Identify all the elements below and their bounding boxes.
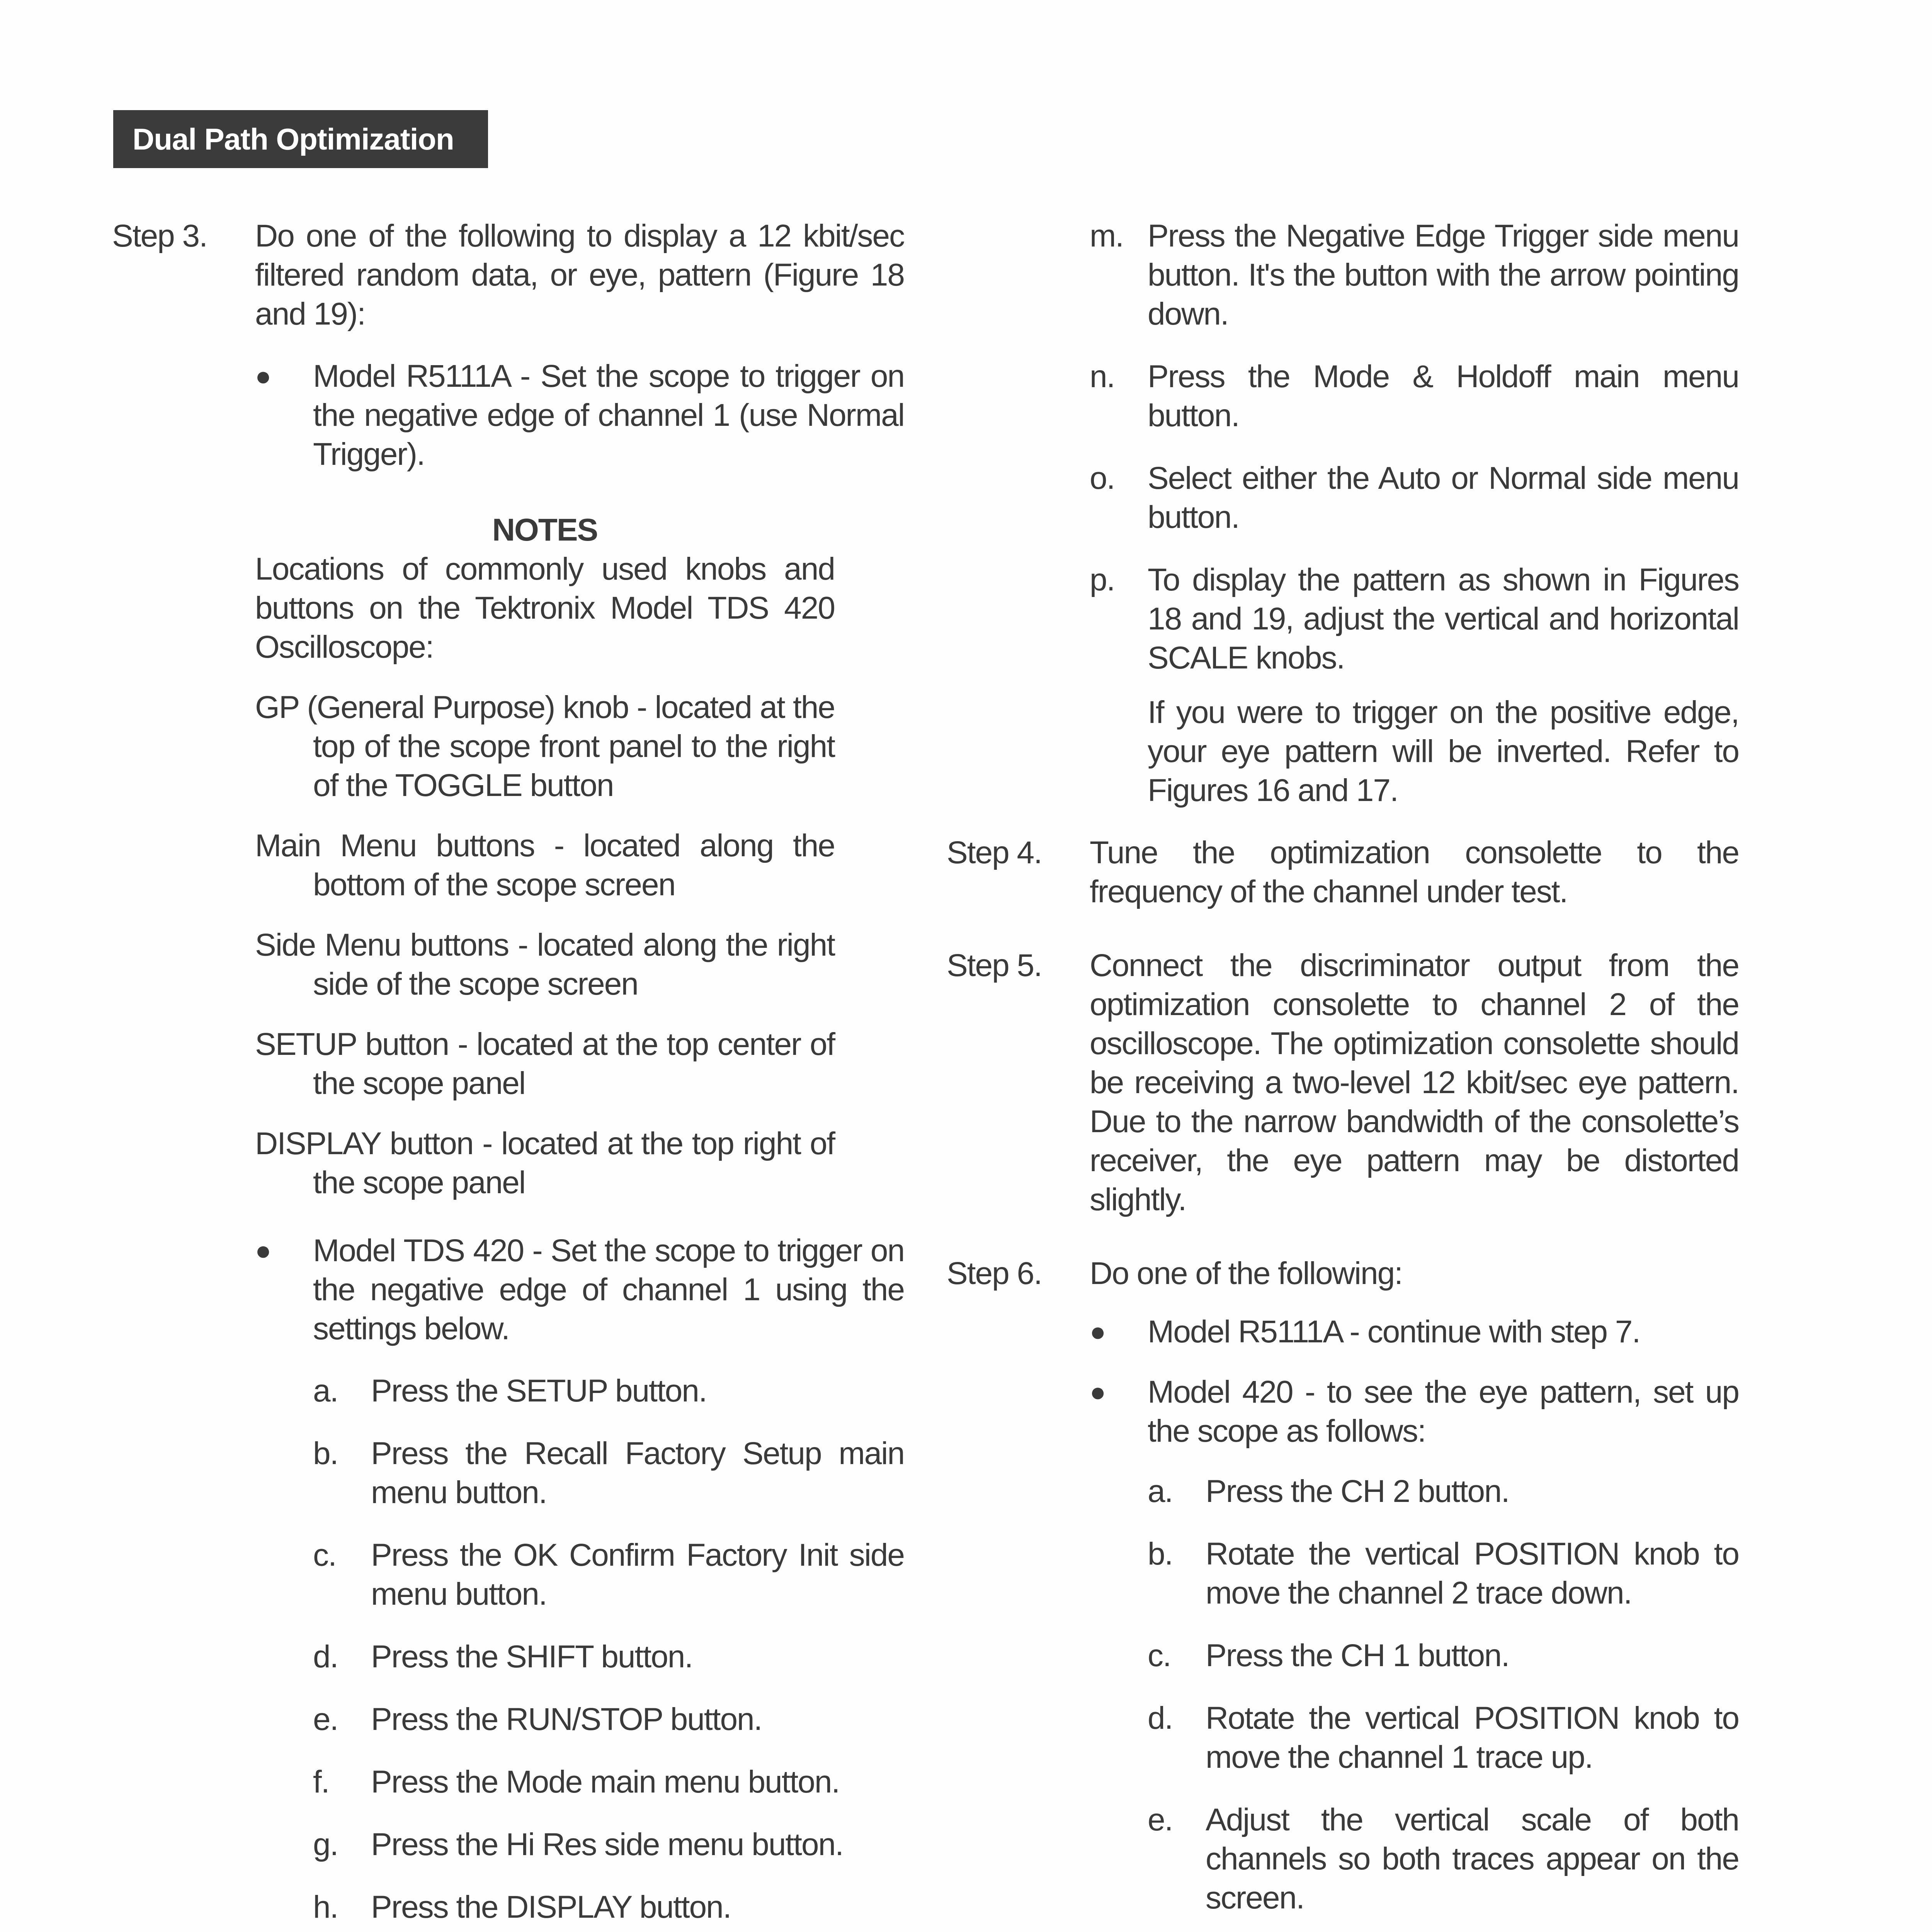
note-item: Main Menu buttons - located along the bottom of the scope screen bbox=[255, 828, 835, 902]
step-4 bbox=[947, 833, 1739, 911]
step-6 bbox=[947, 1254, 1739, 1917]
substep-letter: b. bbox=[1148, 1536, 1173, 1571]
substep-text: Press the CH 1 button. bbox=[1206, 1638, 1509, 1673]
section-header bbox=[113, 110, 488, 168]
substep-letter: d. bbox=[1148, 1701, 1173, 1736]
note-item: GP (General Purpose) knob - located at the top of the scope front panel to the right of the TOGGLE button bbox=[255, 690, 835, 803]
substep-item bbox=[1090, 560, 1739, 677]
substep-item bbox=[1148, 1800, 1739, 1917]
substep-letter: c. bbox=[1148, 1638, 1171, 1673]
substep-text: Press the Negative Edge Trigger side menu button. It's the button with the arrow pointing down. bbox=[1148, 218, 1739, 332]
substep-letter: e. bbox=[313, 1702, 338, 1737]
substep-letter: c. bbox=[313, 1537, 336, 1573]
bullet-item bbox=[255, 357, 904, 474]
substep-text: Press the OK Confirm Factory Init side menu button. bbox=[371, 1537, 904, 1612]
substep-letter: g. bbox=[313, 1827, 338, 1862]
substep-letter: a. bbox=[1148, 1474, 1173, 1509]
substep-letter: n. bbox=[1090, 359, 1115, 394]
substep-text: To display the pattern as shown in Figures 18 and 19, adjust the vertical and horizontal SCALE knobs. bbox=[1148, 562, 1739, 675]
substep-item bbox=[313, 1825, 904, 1864]
bullet-text: Model R5111A - continue with step 7. bbox=[1148, 1314, 1640, 1349]
substep-text: Select either the Auto or Normal side menu button. bbox=[1148, 461, 1739, 535]
bullet-icon: ● bbox=[255, 361, 271, 391]
substep-list bbox=[255, 1371, 904, 1932]
substep-item bbox=[1090, 216, 1739, 333]
substep-item bbox=[1148, 1534, 1739, 1612]
notes-title: NOTES bbox=[492, 512, 598, 548]
substep-text: Press the Recall Factory Setup main menu button. bbox=[371, 1436, 904, 1510]
step-label: Step 4. bbox=[947, 835, 1042, 870]
notes-block bbox=[255, 510, 904, 1202]
substep-text: Press the Hi Res side menu button. bbox=[371, 1827, 843, 1862]
bullet-icon: ● bbox=[255, 1235, 271, 1265]
substep-item bbox=[1148, 1472, 1739, 1511]
substep-item bbox=[1090, 459, 1739, 537]
step-text: Tune the optimization consolette to the frequency of the channel under test. bbox=[1090, 835, 1739, 909]
substep-letter: e. bbox=[1148, 1802, 1173, 1837]
substep-letter: o. bbox=[1090, 461, 1115, 496]
substep-text: Press the Mode main menu button. bbox=[371, 1764, 840, 1799]
bullet-text: Model TDS 420 - Set the scope to trigger on the negative edge of channel 1 using the settings below. bbox=[313, 1233, 904, 1346]
bullet-icon: ● bbox=[1090, 1377, 1105, 1407]
substep-text: Press the Mode & Holdoff main menu button. bbox=[1148, 359, 1739, 433]
substep-letter: m. bbox=[1090, 218, 1124, 253]
substep-text: Rotate the vertical POSITION knob to move the channel 2 trace down. bbox=[1206, 1536, 1739, 1611]
bullet-text: Model R5111A - Set the scope to trigger on the negative edge of channel 1 (use Normal Trigger). bbox=[313, 359, 904, 472]
right-column bbox=[947, 216, 1739, 1932]
substep-item bbox=[313, 1434, 904, 1512]
substep-letter: d. bbox=[313, 1639, 338, 1674]
substep-item bbox=[313, 1637, 904, 1676]
step-label: Step 5. bbox=[947, 948, 1042, 983]
step-label: Step 6. bbox=[947, 1256, 1042, 1291]
substep-letter: b. bbox=[313, 1436, 338, 1471]
substep-item bbox=[1090, 357, 1739, 435]
step-label: Step 3. bbox=[112, 218, 207, 253]
note-item: SETUP button - located at the top center of the scope panel bbox=[255, 1027, 835, 1101]
substep-text: Press the SETUP button. bbox=[371, 1373, 707, 1408]
bullet-item bbox=[1090, 1372, 1739, 1451]
substep-text: Press the RUN/STOP button. bbox=[371, 1702, 762, 1737]
section-title: Dual Path Optimization bbox=[133, 122, 454, 156]
substep-text: Rotate the vertical POSITION knob to move the channel 1 trace up. bbox=[1206, 1701, 1739, 1775]
bullet-icon: ● bbox=[1090, 1316, 1105, 1347]
note-item: DISPLAY button - located at the top right of the scope panel bbox=[255, 1126, 835, 1200]
left-column bbox=[112, 216, 904, 1932]
substep-continued-list bbox=[947, 216, 1739, 810]
notes-intro: Locations of commonly used knobs and buttons on the Tektronix Model TDS 420 Oscilloscope: bbox=[255, 551, 835, 665]
step-text: Connect the discriminator output from the optimization consolette to channel 2 of the oscilloscope. The optimization consolette should be receiving a two-level 12 kbit/sec eye pattern. Due to the narrow bandwidth of the consolette’s receiver, the eye pattern may be distorted slightly. bbox=[1090, 948, 1739, 1217]
step-text: Do one of the following: bbox=[1090, 1256, 1402, 1291]
bullet-item bbox=[255, 1231, 904, 1348]
bullet-item bbox=[1090, 1312, 1739, 1351]
substep-item bbox=[313, 1700, 904, 1739]
substep-item bbox=[313, 1371, 904, 1410]
substep-text: Press the CH 2 button. bbox=[1206, 1474, 1509, 1509]
substep-text: Adjust the vertical scale of both channels so both traces appear on the screen. bbox=[1206, 1802, 1739, 1915]
substep-letter: h. bbox=[313, 1889, 338, 1925]
step-3 bbox=[112, 216, 904, 1932]
step-text: Do one of the following to display a 12 kbit/sec filtered random data, or eye, pattern (Figure 18 and 19): bbox=[255, 218, 904, 332]
substep-item bbox=[313, 1536, 904, 1614]
substep-text: Press the SHIFT button. bbox=[371, 1639, 693, 1674]
substep-item bbox=[1148, 1636, 1739, 1675]
step-5 bbox=[947, 946, 1739, 1219]
substep-letter: p. bbox=[1090, 562, 1115, 597]
substep-letter: f. bbox=[313, 1764, 329, 1799]
note-item: Side Menu buttons - located along the right side of the scope screen bbox=[255, 927, 835, 1002]
substep-letter: a. bbox=[313, 1373, 338, 1408]
substep-item bbox=[313, 1888, 904, 1927]
substep-item bbox=[313, 1762, 904, 1801]
substep-item bbox=[1148, 1699, 1739, 1777]
inversion-note: If you were to trigger on the positive edge, your eye pattern will be inverted. Refer to Figures 16 and 17. bbox=[1148, 695, 1739, 808]
substep-list bbox=[1090, 1472, 1739, 1917]
substep-text: Press the DISPLAY button. bbox=[371, 1889, 731, 1925]
bullet-text: Model 420 - to see the eye pattern, set up the scope as follows: bbox=[1148, 1374, 1739, 1449]
